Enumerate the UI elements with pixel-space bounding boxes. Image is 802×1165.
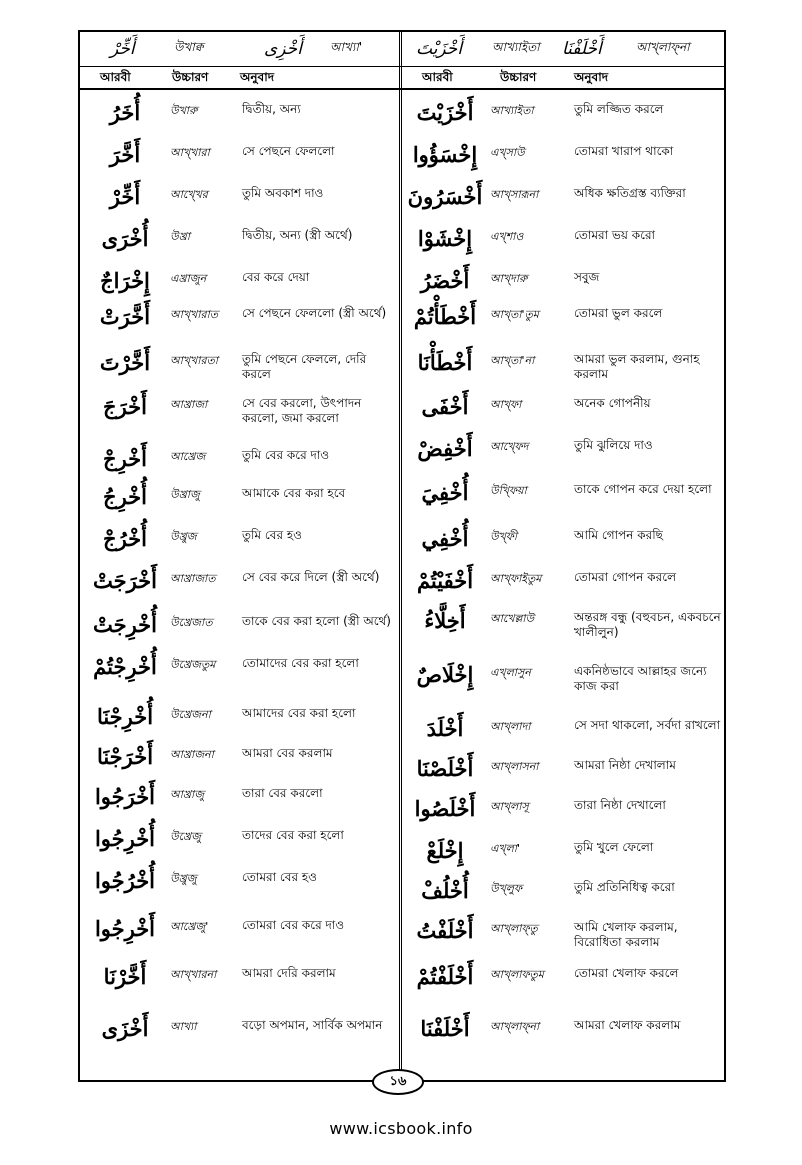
arabic-word: أَخْفَى bbox=[421, 394, 469, 419]
pronunciation: আখ্খারনা bbox=[170, 968, 217, 981]
translation: তোমরা ভয় করো bbox=[574, 228, 656, 242]
arabic-word: أَخْرِجُوا bbox=[94, 916, 156, 941]
arabic-word: أَخْرَجَ bbox=[103, 394, 147, 419]
translation: তুমি প্রতিনিধিত্ব করো bbox=[574, 880, 675, 894]
pronunciation: এখ্লা' bbox=[490, 842, 521, 855]
pronunciation: আখ্লাসনা bbox=[490, 760, 539, 773]
page-frame bbox=[78, 30, 726, 1082]
arabic-word: أَخْطَأْنَا bbox=[417, 350, 473, 375]
translation: সবুজ bbox=[574, 270, 600, 284]
pronunciation: উখ্রুজু bbox=[170, 872, 197, 885]
pronunciation: আখ্রাজা bbox=[170, 398, 208, 411]
pronunciation: এখ্সাউ bbox=[490, 146, 525, 159]
translation: অধিক ক্ষতিগ্রস্ত ব্যক্তিরা bbox=[574, 186, 686, 200]
arabic-word: أُخْرِجَتْ bbox=[92, 612, 157, 637]
pronunciation: আখ্তা'তুম bbox=[490, 308, 539, 321]
arabic-word: أُخْرِجُ bbox=[103, 484, 147, 509]
arabic-word: أُخْرُجُوا bbox=[94, 868, 156, 893]
pronunciation: আখ্রাজনা bbox=[170, 748, 214, 761]
translation: আমরা ভুল করলাম, গুনাহ করলাম bbox=[574, 352, 700, 381]
arabic-word: أُخْرَى bbox=[101, 226, 149, 251]
pronunciation: উখ্রেজনা bbox=[170, 708, 211, 721]
pronunciation: উখ্রেজু bbox=[170, 830, 202, 843]
pronunciation: আখ্লাফ্না bbox=[490, 1020, 540, 1033]
pronunciation: উখ্রা bbox=[170, 230, 190, 243]
pronunciation: উখ্লুফ bbox=[490, 882, 523, 895]
translation: দ্বিতীয়, অন্য (স্ত্রী অর্থে) bbox=[242, 228, 353, 242]
translation: আমরা বের করলাম bbox=[242, 746, 333, 760]
translation: তারা বের করলো bbox=[242, 786, 323, 800]
translation: তোমরা বের হও bbox=[242, 870, 318, 884]
translation: তোমরা খেলাফ করলে bbox=[574, 966, 679, 980]
pronunciation: এখ্শাও bbox=[490, 230, 524, 243]
translation: তোমাদের বের করা হলো bbox=[242, 656, 359, 670]
header-right-pron-2: আখ্লাফ্না bbox=[636, 40, 690, 54]
arabic-word: أَخْرَجْنَا bbox=[96, 744, 154, 769]
arabic-word: إِخْلَاصٌ bbox=[416, 662, 474, 687]
pronunciation: উখ্ফী bbox=[490, 530, 517, 543]
pronunciation: আখ্লাদা bbox=[490, 720, 531, 733]
pronunciation: আখ্খের bbox=[170, 188, 208, 201]
pronunciation: আখ্রেজু' bbox=[170, 920, 209, 933]
translation: আমি খেলাফ করলাম, বিরোধিতা করলাম bbox=[574, 920, 678, 949]
pronunciation: আখ্সারূনা bbox=[490, 188, 539, 201]
pronunciation: আখ্যা bbox=[170, 1020, 197, 1033]
pronunciation: এখ্লাসুন bbox=[490, 666, 531, 679]
translation: আমাদের বের করা হলো bbox=[242, 706, 356, 720]
arabic-word: أَخَّرْنَا bbox=[103, 964, 147, 989]
arabic-word: أُخْرِجُوا bbox=[94, 826, 156, 851]
arabic-word: أَخَّرَ bbox=[109, 142, 141, 167]
arabic-word: أَخَّرَتْ bbox=[99, 304, 151, 329]
pronunciation: আখ্লাসূ bbox=[490, 800, 529, 813]
arabic-word: أَخْضَرُ bbox=[420, 268, 470, 293]
column-headers bbox=[80, 66, 724, 90]
col-arabic-left: আরবী bbox=[100, 70, 131, 84]
arabic-word: أَخْلَفْتُ bbox=[416, 918, 474, 943]
translation: তোমরা ভুল করলে bbox=[574, 306, 663, 320]
arabic-word: أَخْزَيْتَ bbox=[416, 100, 474, 125]
translation: আমরা খেলাফ করলাম bbox=[574, 1018, 681, 1032]
arabic-word: أُخْرِجْتُمْ bbox=[93, 654, 157, 679]
pronunciation: আখ্ফেদ bbox=[490, 440, 529, 453]
pronunciation: উখ্রেজাত bbox=[170, 616, 213, 629]
pronunciation: আখ্লাফতুম bbox=[490, 968, 544, 981]
arabic-word: أَخِّرْ bbox=[109, 184, 141, 209]
col-translation-right: অনুবাদ bbox=[574, 70, 609, 84]
pronunciation: আখ্ফাইতুম bbox=[490, 572, 542, 585]
translation: তুমি বের করে দাও bbox=[242, 448, 330, 462]
translation: সে সদা থাকলো, সর্বদা রাখলো bbox=[574, 718, 721, 732]
arabic-word: أُخْرُجْ bbox=[103, 526, 147, 551]
pronunciation: উখ্রুজ bbox=[170, 530, 197, 543]
translation: সে পেছনে ফেললো (স্ত্রী অর্থে) bbox=[242, 306, 387, 320]
arabic-word: أَخْفِضْ bbox=[417, 436, 473, 461]
translation: তোমরা খারাপ থাকো bbox=[574, 144, 674, 158]
translation: তুমি খুলে ফেলো bbox=[574, 840, 654, 854]
arabic-word: أَخَّرْتَ bbox=[99, 350, 151, 375]
pronunciation: আখ্দারু bbox=[490, 272, 528, 285]
arabic-word: إِخْرَاجٌ bbox=[100, 268, 150, 293]
arabic-word: أَخْزَى bbox=[101, 1016, 149, 1041]
pronunciation: উখারু bbox=[170, 104, 198, 117]
translation: দ্বিতীয়, অন্য bbox=[242, 102, 301, 116]
translation: অনেক গোপনীয় bbox=[574, 396, 651, 410]
pronunciation: উখ্ফিয়া bbox=[490, 484, 527, 497]
translation: সে পেছনে ফেললো bbox=[242, 144, 335, 158]
header-right-pron-1: আখ্যাইতা bbox=[492, 40, 540, 54]
translation: তুমি বের হও bbox=[242, 528, 303, 542]
pronunciation: আখ্যাইতা bbox=[490, 104, 534, 117]
translation: আমরা নিষ্ঠা দেখালাম bbox=[574, 758, 676, 772]
header-right-arabic-2: أَخْلَفْنَا bbox=[562, 39, 602, 59]
arabic-word: أَخِلَّاءُ bbox=[424, 608, 466, 633]
page-number: ১৬ bbox=[372, 1069, 424, 1095]
translation: তারা নিষ্ঠা দেখালো bbox=[574, 798, 666, 812]
pronunciation: আখ্ফা bbox=[490, 398, 522, 411]
translation: বের করে দেয়া bbox=[242, 270, 310, 284]
translation: আমরা দেরি করলাম bbox=[242, 966, 336, 980]
arabic-word: أُخْفِيَ bbox=[421, 480, 469, 505]
col-pron-left: উচ্চারণ bbox=[172, 70, 209, 84]
pronunciation: আখ্রাজু bbox=[170, 788, 205, 801]
translation: আমি গোপন করছি bbox=[574, 528, 663, 542]
translation: তুমি পেছনে ফেললে, দেরি করলে bbox=[242, 352, 367, 381]
header-left-arabic-1: أَخِّرْ bbox=[110, 39, 135, 59]
translation: আমাকে বের করা হবে bbox=[242, 486, 346, 500]
col-translation-left: অনুবাদ bbox=[240, 70, 275, 84]
pronunciation: আখ্খারাত bbox=[170, 308, 218, 321]
column-divider bbox=[399, 32, 402, 1080]
arabic-word: إِخْسَؤُوا bbox=[412, 142, 478, 167]
running-header bbox=[80, 32, 724, 67]
translation: তাদের বের করা হলো bbox=[242, 828, 344, 842]
header-left-pron-1: উখাক্ব bbox=[174, 40, 204, 54]
translation: তাকে বের করা হলো (স্ত্রী অর্থে) bbox=[242, 614, 391, 628]
footer-url[interactable]: www.icsbook.info bbox=[329, 1119, 473, 1138]
arabic-word: أُخَرُ bbox=[109, 100, 141, 125]
translation: তোমরা বের করে দাও bbox=[242, 918, 345, 932]
translation: বড়ো অপমান, সার্বিক অপমান bbox=[242, 1018, 383, 1032]
arabic-word: أُخْلُفْ bbox=[421, 878, 469, 903]
arabic-word: أَخْلَصْنَا bbox=[416, 756, 474, 781]
arabic-word: أَخْرَجَتْ bbox=[92, 568, 157, 593]
arabic-word: إِخْلَعْ bbox=[426, 838, 464, 863]
pronunciation: আখ্তা'না bbox=[490, 354, 535, 367]
pronunciation: আখ্খারা bbox=[170, 146, 210, 159]
translation: তাকে গোপন করে দেয়া হলো bbox=[574, 482, 712, 496]
arabic-word: أُخْفِي bbox=[421, 526, 469, 551]
pronunciation: আখ্রাজাত bbox=[170, 572, 216, 585]
header-right-arabic-1: أَخْزَيْتَ bbox=[416, 39, 463, 59]
translation: সে বের করলো, উৎপাদন করলো, জমা করলো bbox=[242, 396, 362, 425]
pronunciation: আখ্লাফ্তু bbox=[490, 922, 538, 935]
arabic-word: أَخْلَدَ bbox=[426, 716, 464, 741]
translation: তুমি লজ্জিত করলে bbox=[574, 102, 664, 116]
pronunciation: আখ্রেজ bbox=[170, 450, 206, 463]
pronunciation: এখ্রাজুন bbox=[170, 272, 207, 285]
translation: তুমি অবকাশ দাও bbox=[242, 186, 324, 200]
pronunciation: উখ্রাজু bbox=[170, 488, 200, 501]
arabic-word: إِخْشَوْا bbox=[417, 226, 473, 251]
translation: তুমি ঝুলিয়ে দাও bbox=[574, 438, 653, 452]
pronunciation: উখ্রেজতুম bbox=[170, 658, 216, 671]
arabic-word: أَخْرَجُوا bbox=[94, 784, 156, 809]
translation: একনিষ্ঠভাবে আল্লাহর জন্যে কাজ করা bbox=[574, 664, 707, 693]
arabic-word: أُخْرِجْنَا bbox=[96, 704, 154, 729]
arabic-word: أَخْفَيْتُمْ bbox=[416, 568, 474, 593]
pronunciation: আখ্খারতা bbox=[170, 354, 218, 367]
arabic-word: أَخْلَفْنَا bbox=[420, 1016, 470, 1041]
col-arabic-right: আরবী bbox=[422, 70, 453, 84]
col-pron-right: উচ্চারণ bbox=[500, 70, 537, 84]
header-left-pron-2: আখ্যা' bbox=[330, 40, 363, 54]
arabic-word: أَخْطَأْتُمْ bbox=[413, 304, 477, 329]
arabic-word: أَخْلَصُوا bbox=[414, 796, 476, 821]
pronunciation: আখেল্লাউ bbox=[490, 612, 535, 625]
translation: তোমরা গোপন করলে bbox=[574, 570, 677, 584]
translation: অন্তরঙ্গ বন্ধু (বহুবচন, একবচনে খালীলুন) bbox=[574, 610, 721, 639]
arabic-word: أَخْرِجْ bbox=[103, 446, 147, 471]
arabic-word: أَخْسَرُونَ bbox=[407, 184, 483, 209]
header-left-arabic-2: أَخْزِى bbox=[264, 39, 302, 59]
arabic-word: أَخْلَفْتُمْ bbox=[416, 964, 474, 989]
translation: সে বের করে দিলে (স্ত্রী অর্থে) bbox=[242, 570, 380, 584]
